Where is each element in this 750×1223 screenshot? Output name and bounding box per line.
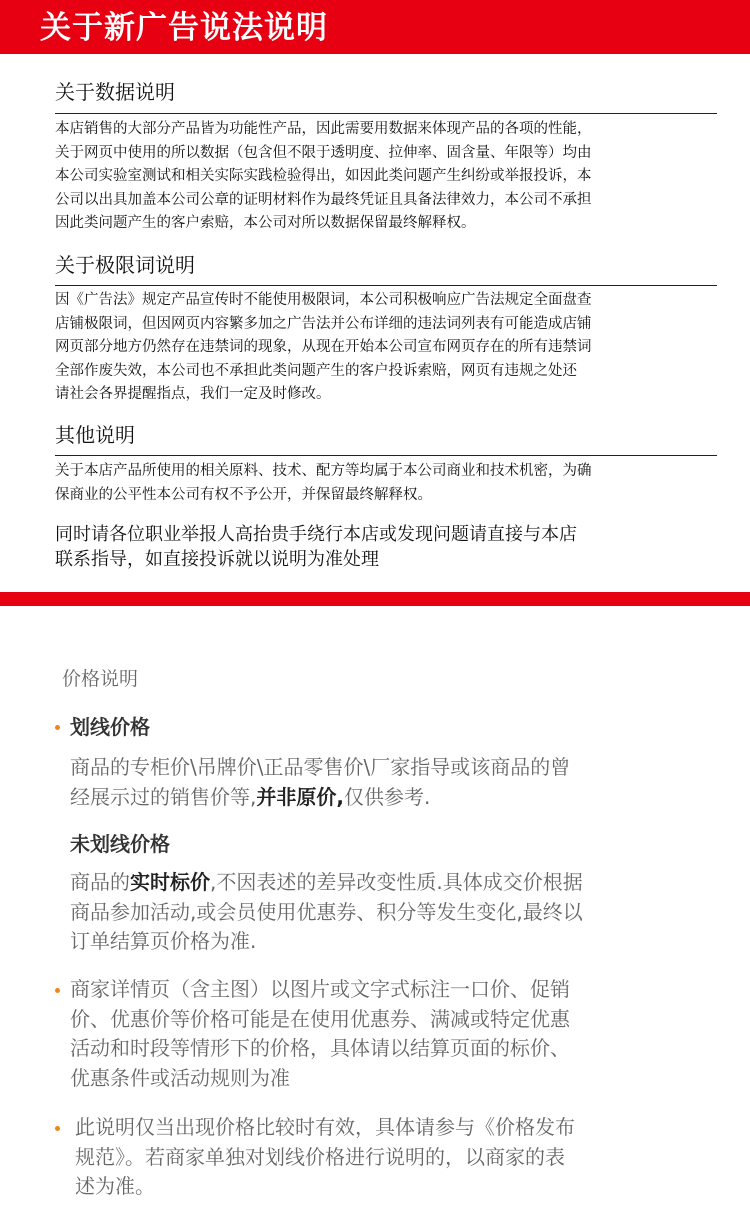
body-line: 商品参加活动,或会员使用优惠券、积分等发生变化,最终以 — [70, 899, 583, 924]
header-banner — [0, 0, 750, 54]
body-line: 此说明仅当出现价格比较时有效，具体请参与《价格发布 — [75, 1115, 575, 1139]
body-line: 本店销售的大部分产品皆为功能性产品，因此需要用数据来体现产品的各项的性能， — [55, 121, 592, 137]
body-line: 商品的专柜价\吊牌价\正品零售价\厂家指导或该商品的曾 — [70, 755, 571, 779]
body-line: 商家详情页（含主图）以图片或文字式标注一口价、促销 — [70, 977, 570, 1001]
body-line: 规范》。若商家单独对划线价格进行说明的，以商家的表 — [75, 1144, 565, 1169]
closing-line: 联系指导，如直接投诉就以说明为准处理 — [55, 549, 379, 570]
body-line: 订单结算页价格为准. — [70, 929, 257, 953]
text-segment: 仅供参考. — [343, 784, 431, 809]
body-line: 关于网页中使用的所以数据（包含但不限于透明度、拉伸率、固含量、年限等）均由 — [55, 144, 592, 161]
emphasis-not-original: 并非原价, — [256, 784, 344, 809]
text-segment: ,不因表述的差异改变性质.具体成交价根据 — [210, 870, 583, 894]
section-body-other — [55, 460, 745, 507]
text-segment: 商品的 — [70, 870, 130, 894]
body-line: 关于本店产品所使用的相关原料、技术、配方等均属于本公司商业和技术机密，为确 — [55, 463, 592, 479]
validity-note — [75, 1113, 715, 1202]
section-body-extreme-words — [55, 289, 745, 407]
body-line: 网页部分地方仍然存在违禁词的现象，从现在开始本公司宣布网页存在的所有违禁词 — [55, 339, 592, 355]
strike-price-body — [70, 753, 710, 812]
nonstrike-price-body — [70, 868, 710, 957]
nonstrike-price-title: 未划线价格 — [70, 832, 170, 856]
body-line: 保商业的公平性本公司有权不予公开，并保留最终解释权。 — [55, 486, 432, 503]
detail-page-note — [70, 975, 710, 1093]
bullet-dot-icon — [55, 1126, 60, 1131]
text-segment: 经展示过的销售价等, — [70, 784, 257, 809]
body-line: 活动和时段等情形下的价格，具体请以结算页面的标价、 — [70, 1036, 570, 1060]
section-title-other: 其他说明 — [55, 423, 135, 447]
emphasis-realtime-price: 实时标价 — [130, 870, 210, 894]
body-line: 述为准。 — [75, 1174, 155, 1198]
closing-line: 同时请各位职业举报人高抬贵手绕行本店或发现问题请直接与本店 — [55, 524, 577, 545]
section-body-data — [55, 118, 745, 236]
closing-statement — [55, 522, 745, 572]
section-divider — [55, 113, 717, 114]
body-line: 请社会各界提醒指点，我们一定及时修改。 — [55, 386, 331, 402]
strike-price-title: 划线价格 — [70, 715, 150, 739]
section-title-data: 关于数据说明 — [55, 80, 175, 104]
body-line: 因《广告法》规定产品宣传时不能使用极限词，本公司积极响应广告法规定全面盘查 — [55, 292, 592, 308]
section-divider — [55, 455, 717, 456]
section-divider — [55, 285, 717, 286]
body-line: 全部作废失效，本公司也不承担此类问题产生的客户投诉索赔，网页有违规之处还 — [55, 362, 577, 379]
red-divider-bar — [0, 592, 750, 606]
price-heading: 价格说明 — [62, 668, 139, 690]
body-line: 价、优惠价等价格可能是在使用优惠券、满减或特定优惠 — [70, 1006, 570, 1031]
body-line: 优惠条件或活动规则为准 — [70, 1065, 290, 1090]
body-line: 本公司实验室测试和相关实际实践检验得出，如因此类问题产生纠纷或举报投诉，本 — [55, 168, 592, 184]
body-line: 因此类问题产生的客户索赔，本公司对所以数据保留最终解释权。 — [55, 215, 476, 231]
body-line: 店铺极限词，但因网页内容繁多加之广告法并公布详细的违法词列表有可能造成店铺 — [55, 315, 592, 332]
banner-title: 关于新广告说法说明 — [40, 10, 328, 46]
bullet-dot-icon — [55, 725, 60, 730]
body-line — [70, 783, 710, 813]
body-line — [70, 868, 710, 898]
bullet-dot-icon — [55, 988, 60, 993]
section-title-extreme-words: 关于极限词说明 — [55, 253, 195, 277]
body-line: 公司以出具加盖本公司公章的证明材料作为最终凭证且具备法律效力，本公司不承担 — [55, 191, 592, 208]
